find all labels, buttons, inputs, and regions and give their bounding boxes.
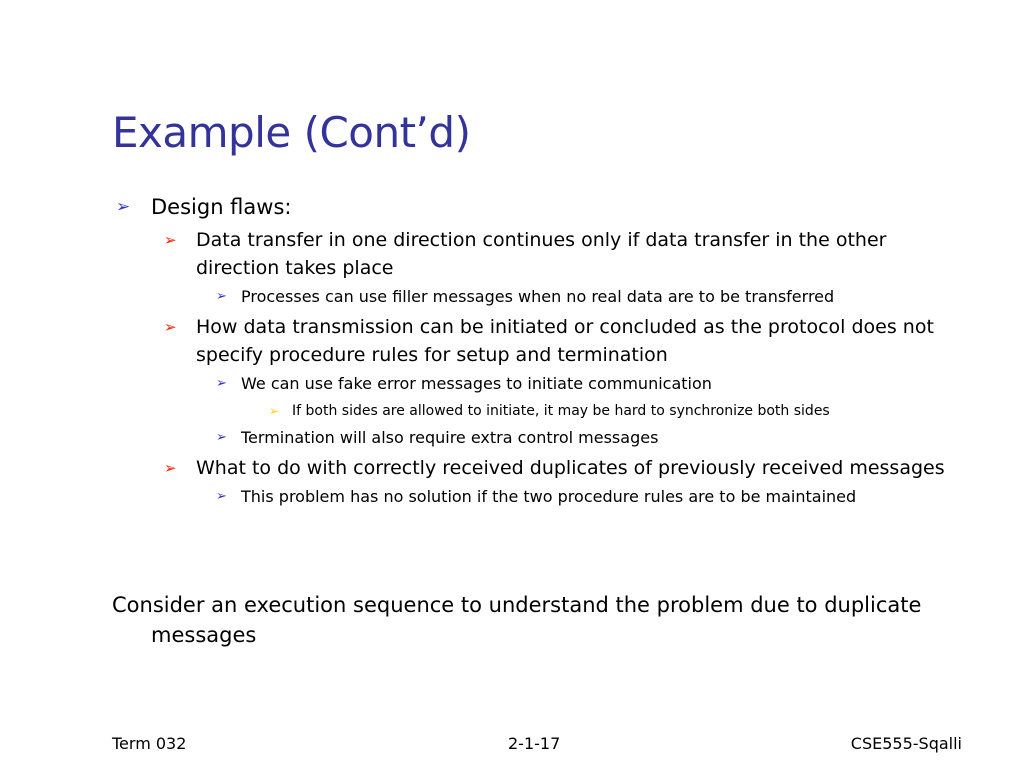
bullet-level2	[112, 313, 952, 369]
bullet-text: Data transfer in one direction continues only if data transfer in the other direction takes place	[196, 229, 887, 279]
bullet-text: This problem has no solution if the two procedure rules are to be maintained	[241, 487, 857, 506]
footer-course: CSE555-Sqalli	[850, 734, 962, 753]
bullet-level3	[112, 426, 952, 450]
bullet-text: Processes can use filler messages when no real data are to be transferred	[241, 287, 835, 306]
arrow-bullet-icon: ➢	[116, 197, 131, 217]
arrow-bullet-icon: ➢	[216, 489, 227, 504]
bullet-level3	[112, 285, 952, 309]
bullet-level1	[112, 192, 952, 222]
arrow-bullet-icon: ➢	[164, 459, 177, 477]
conclusion-text: Consider an execution sequence to understand the problem due to duplicate messages	[112, 593, 922, 647]
bullet-text: Design flaws:	[151, 195, 292, 219]
arrow-bullet-icon: ➢	[164, 318, 177, 336]
arrow-bullet-icon: ➢	[216, 376, 227, 391]
bullet-text: If both sides are allowed to initiate, it may be hard to synchronize both sides	[292, 403, 830, 419]
bullet-text: How data transmission can be initiated or concluded as the protocol does not specify procedure rules for setup and termination	[196, 316, 934, 366]
bullet-level3	[112, 485, 952, 509]
bullet-level4	[112, 400, 952, 422]
arrow-bullet-icon: ➢	[216, 430, 227, 445]
footer-term: Term 032	[112, 734, 187, 753]
slide-content	[112, 192, 952, 513]
bullet-text: We can use fake error messages to initiate communication	[241, 374, 712, 393]
bullet-text: What to do with correctly received duplicates of previously received messages	[196, 457, 945, 479]
bullet-level3	[112, 372, 952, 396]
slide-title: Example (Cont’d)	[112, 108, 471, 157]
bullet-level2	[112, 226, 952, 282]
footer-date: 2-1-17	[508, 734, 561, 753]
arrow-bullet-icon: ➢	[216, 289, 227, 304]
bullet-level2	[112, 454, 952, 482]
arrow-bullet-icon: ➢	[164, 231, 177, 249]
arrow-bullet-icon: ➢	[269, 404, 280, 418]
bullet-text: Termination will also require extra control messages	[241, 428, 659, 447]
